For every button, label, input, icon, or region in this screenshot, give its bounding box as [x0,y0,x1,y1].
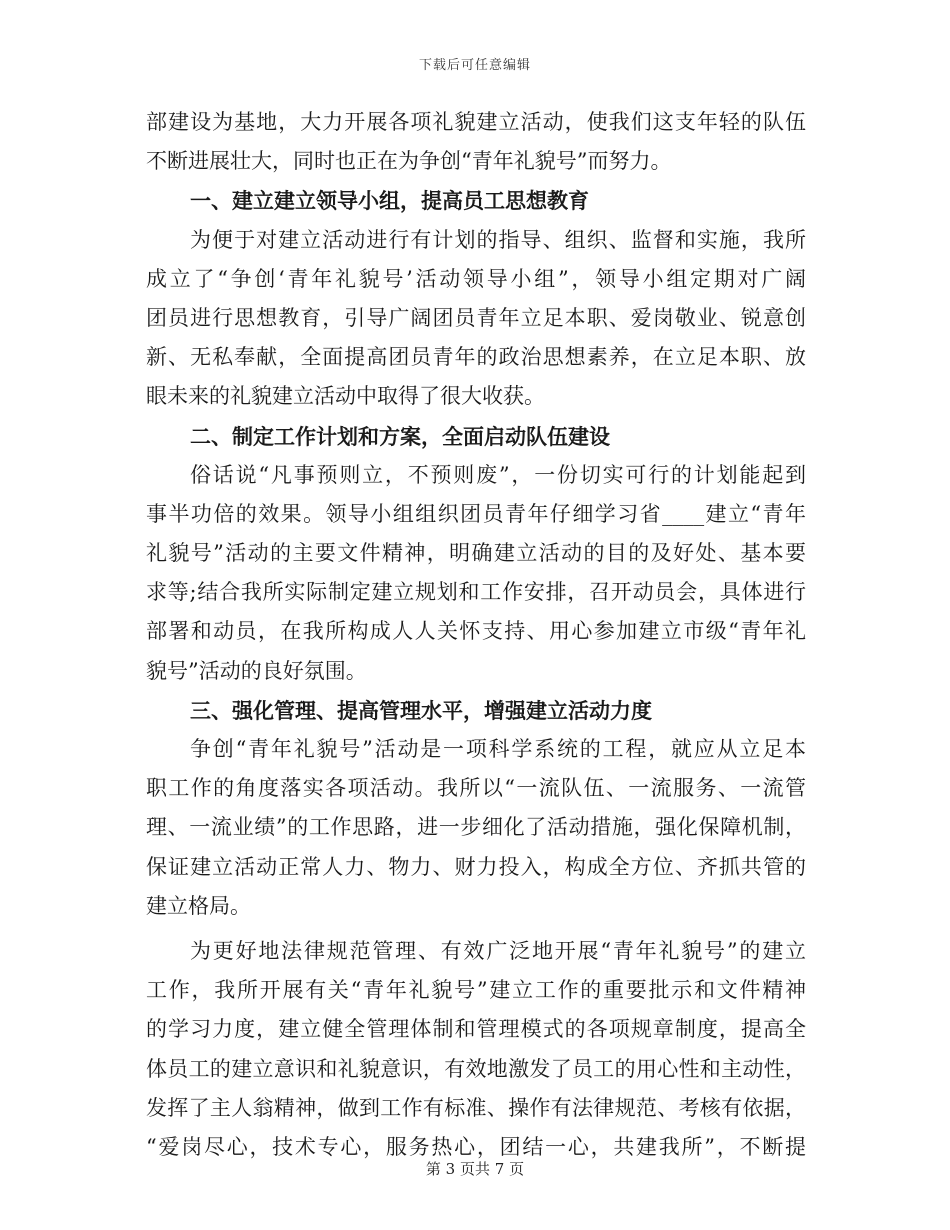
text-line: 部署和动员，在我所构成人人关怀支持、用心参加建立市级“青年礼 [146,619,806,644]
page-number: 第 3 页共 7 页 [425,1160,525,1178]
text-line: 工作，我所开展有关“青年礼貌号”建立工作的重要批示和文件精神 [146,978,806,1003]
text-line: 不断进展壮大，同时也正在为争创“青年礼貌号”而努力。 [146,149,672,174]
section-heading: 三、强化管理、提高管理水平，增强建立活动力度 [190,697,652,723]
text-line: 貌号”活动的良好氛围。 [146,658,367,683]
text-line: 部建设为基地，大力开展各项礼貌建立活动，使我们这支年轻的队伍 [146,110,806,134]
section-heading: 一、建立建立领导小组，提高员工思想教育 [190,188,589,214]
text-line: 职工作的角度落实各项活动。我所以“一流队伍、一流服务、一流管 [146,776,806,801]
paragraph [146,932,806,1167]
paragraph [146,456,806,691]
text-line: 建立格局。 [146,893,251,918]
text-line: 事半功倍的效果。领导小组组织团员青年仔细学习省____建立“青年 [146,501,806,526]
text-line: “爱岗尽心，技术专心，服务热心，团结一心，共建我所”，不断提 [146,1134,806,1159]
text-line: 为便于对建立活动进行有计划的指导、组织、监督和实施，我所 [190,227,806,252]
text-line: 保证建立活动正常人力、物力、财力投入，构成全方位、齐抓共管的 [146,854,806,879]
text-line: 眼未来的礼貌建立活动中取得了很大收获。 [146,384,545,409]
text-line: 新、无私奉献，全面提高团员青年的政治思想素养，在立足本职、放 [146,345,806,370]
document-body [146,103,806,1167]
paragraph [146,221,806,417]
text-line: 体员工的建立意识和礼貌意识，有效地激发了员工的用心性和主动性， [146,1056,806,1081]
text-line: 理、一流业绩”的工作思路，进一步细化了活动措施，强化保障机制， [146,815,806,840]
paragraph [146,103,806,181]
section-heading: 二、制定工作计划和方案，全面启动队伍建设 [190,423,610,449]
text-line: 的学习力度，建立健全管理体制和管理模式的各项规章制度，提高全 [146,1017,806,1042]
text-line: 争创“青年礼貌号”活动是一项科学系统的工程，就应从立足本 [190,737,806,761]
text-line: 发挥了主人翁精神，做到工作有标准、操作有法律规范、考核有依据， [146,1095,806,1120]
text-line: 俗话说“凡事预则立，不预则废”，一份切实可行的计划能起到 [190,462,806,487]
text-line: 礼貌号”活动的主要文件精神，明确建立活动的目的及好处、基本要 [146,541,806,566]
page-header: 下载后可任意编辑 [418,58,531,73]
text-line: 求等;结合我所实际制定建立规划和工作安排，召开动员会，具体进行 [146,580,806,605]
text-line: 成立了“争创‘青年礼貌号’活动领导小组”，领导小组定期对广阔 [146,266,806,291]
paragraph [146,730,806,926]
text-line: 为更好地法律规范管理、有效广泛地开展“青年礼貌号”的建立 [190,938,806,963]
text-line: 团员进行思想教育，引导广阔团员青年立足本职、爱岗敬业、锐意创 [146,305,806,330]
